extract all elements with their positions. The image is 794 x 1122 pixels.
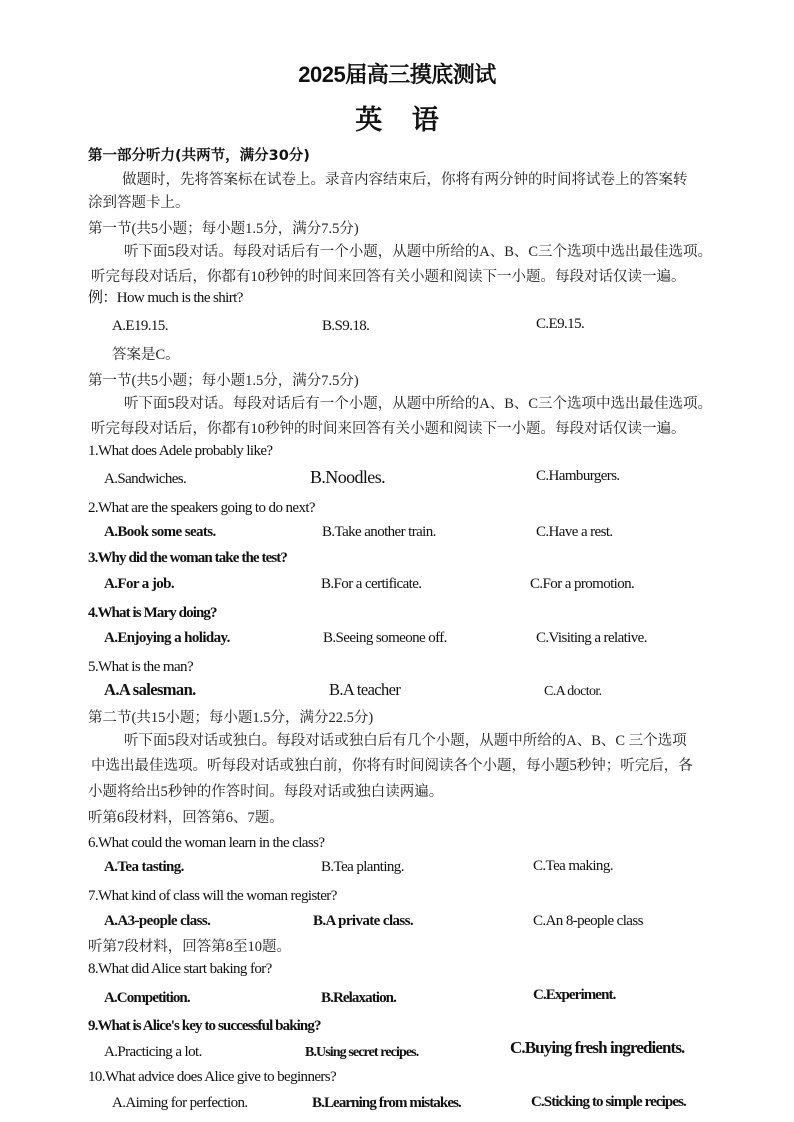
option-4a: A.Enjoying a holiday. (104, 630, 230, 646)
option-1c: C.Hamburgers. (536, 468, 620, 484)
option-9a: A.Practicing a lot. (104, 1044, 202, 1060)
option-1b: B.Noodles. (310, 467, 386, 487)
exam-title: 2025届高三摸底测试 (298, 62, 496, 87)
option-6b: B.Tea planting. (321, 859, 404, 875)
option-5c: C.A doctor. (544, 684, 602, 699)
material-6-note: 听第6段材料，回答第6、7题。 (88, 810, 284, 826)
option-3a: A.For a job. (104, 576, 175, 592)
option-5b: B.A teacher (329, 680, 401, 699)
option-10a: A.Aiming for perfection. (112, 1095, 248, 1111)
option-8b: B.Relaxation. (321, 990, 396, 1006)
section1-title-repeat: 第一节(共5小题；每小题1.5分，满分7.5分) (88, 373, 359, 389)
example-option: B.S9.18. (322, 318, 370, 334)
section2-title: 第二节(共15小题；每小题1.5分，满分22.5分) (88, 710, 374, 726)
question-6: 6.What could the woman learn in the class? (88, 835, 325, 851)
option-8a: A.Competition. (104, 990, 190, 1006)
option-10b: B.Learning from mistakes. (312, 1095, 461, 1111)
option-1a: A.Sandwiches. (104, 471, 187, 487)
section1-instruction: 听完每段对话后，你都有10秒钟的时间来回答有关小题和阅读下一小题。每段对话仅读一遍。 (91, 269, 686, 285)
section1-instruction: 听下面5段对话。每段对话后有一个小题，从题中所给的A、B、C三个选项中选出最佳选项。 (124, 244, 713, 260)
example-option: A.E19.15. (112, 318, 168, 334)
option-6c: C.Tea making. (533, 858, 613, 874)
option-10c: C.Sticking to simple recipes. (531, 1094, 686, 1110)
part1-heading: 第一部分听力(共两节，满分30分) (88, 148, 310, 164)
option-2c: C.Have a rest. (536, 524, 613, 540)
option-4b: B.Seeing someone off. (323, 630, 447, 646)
question-8: 8.What did Alice start baking for? (88, 961, 272, 977)
question-3: 3.Why did the woman take the test? (88, 550, 287, 566)
section2-instruction: 中选出最佳选项。听每段对话或独白前，你将有时间阅读各个小题，每小题5秒钟；听完后，各 (91, 758, 693, 774)
option-7b: B.A private class. (313, 913, 414, 929)
option-3b: B.For a certificate. (321, 576, 422, 592)
section2-instruction: 小题将给出5秒钟的作答时间。每段对话或独白读两遍。 (88, 784, 444, 800)
section2-instruction: 听下面5段对话或独白。每段对话或独白后有几个小题，从题中所给的A、B、C 三个选项 (124, 733, 687, 749)
option-9c: C.Buying fresh ingredients. (510, 1038, 685, 1057)
option-3c: C.For a promotion. (530, 576, 635, 592)
option-5a: A.A salesman. (104, 680, 196, 699)
section1-title: 第一节(共5小题；每小题1.5分，满分7.5分) (88, 221, 359, 237)
subject-title: 英 语 (355, 105, 439, 136)
option-7c: C.An 8-people class (533, 913, 643, 929)
question-5: 5.What is the man? (88, 659, 193, 675)
intro-line: 做题时，先将答案标在试卷上。录音内容结束后，你将有两分钟的时间将试卷上的答案转 (122, 172, 688, 188)
section1-instruction: 听完每段对话后，你都有10秒钟的时间来回答有关小题和阅读下一小题。每段对话仅读一遍。 (91, 421, 686, 437)
example-answer: 答案是C。 (112, 347, 180, 363)
option-2b: B.Take another train. (322, 524, 436, 540)
question-1: 1.What does Adele probably like? (88, 443, 273, 459)
question-9: 9.What is Alice's key to successful baking? (88, 1018, 321, 1034)
question-7: 7.What kind of class will the woman register? (88, 888, 337, 904)
option-8c: C.Experiment. (533, 987, 616, 1003)
option-9b: B.Using secret recipes. (305, 1045, 419, 1060)
question-4: 4.What is Mary doing? (88, 605, 217, 621)
option-2a: A.Book some seats. (104, 524, 216, 540)
option-6a: A.Tea tasting. (104, 859, 184, 875)
option-7a: A.A3-people class. (104, 913, 211, 929)
material-7-note: 听第7段材料，回答第8至10题。 (88, 939, 291, 955)
section1-instruction: 听下面5段对话。每段对话后有一个小题，从题中所给的A、B、C三个选项中选出最佳选项。 (124, 396, 713, 412)
intro-line: 涂到答题卡上。 (88, 195, 190, 211)
example-question: 例：How much is the shirt? (88, 290, 243, 306)
option-4c: C.Visiting a relative. (536, 630, 647, 646)
question-2: 2.What are the speakers going to do next? (88, 500, 315, 516)
question-10: 10.What advice does Alice give to beginners? (88, 1069, 337, 1085)
example-option: C.E9.15. (536, 316, 585, 332)
